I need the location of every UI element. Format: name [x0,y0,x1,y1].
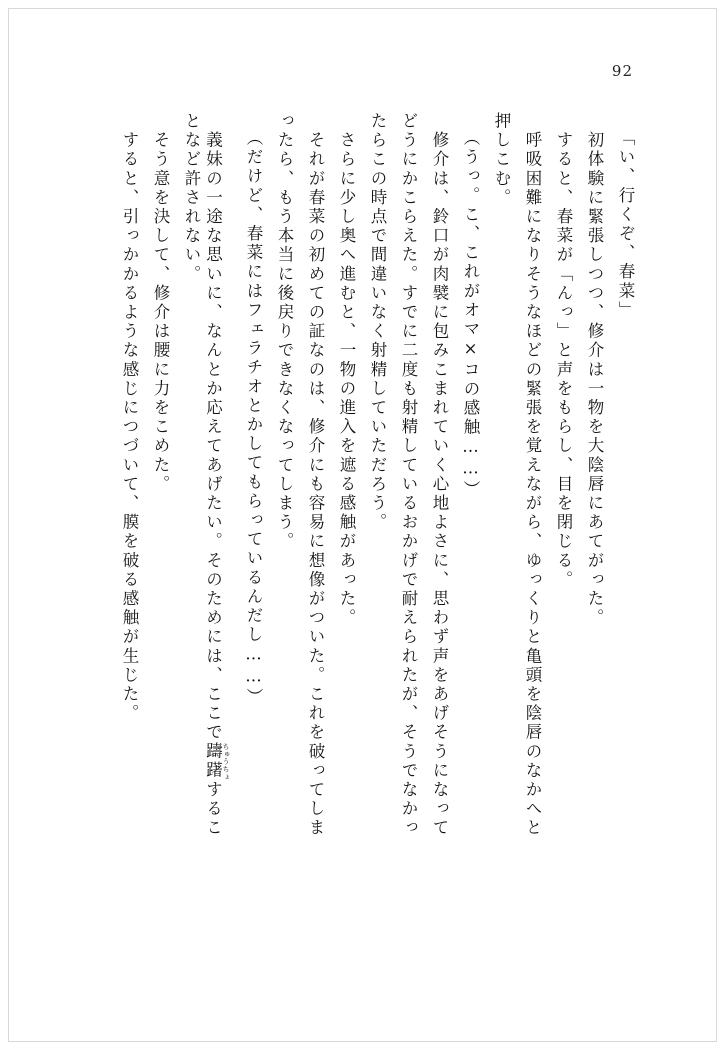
text-line: 「い、行くぞ、春菜」 [616,129,635,320]
text-line: （うっ。こ、これがオマ×コの感触……） [461,129,480,500]
text-line: すると、引っかかるような感じにつづいて、膜を破る感触が生じた。 [120,112,139,724]
text-line: ったら、もう本当に後戻りできなくなってしまう。 [275,112,294,552]
text-line: 修介は、鈴口が肉襞に包みこまれていく心地よさに、思わず声をあげそうになって [430,112,449,838]
text-line: どうにかこらえた。すでに二度も射精しているおかげで耐えられたが、そうでなかっ [399,112,418,838]
text-line: 押しこむ。 [492,112,511,208]
body-text [60,112,633,942]
text-line: さらに少し奥へ進むと、一物の進入を遮る感触があった。 [337,112,356,628]
text-line: そう意を決して、修介は腰に力をこめた。 [151,112,170,494]
text-line: （だけど、春菜にはフェラチオとかしてもらっているんだし……） [244,129,263,707]
text-line: すると、春菜が「んっ」と声をもらし、目を閉じる。 [554,112,573,590]
text-line: 初体験に緊張しつつ、修介は一物を大陰唇にあてがった。 [585,112,604,628]
text-line: となど許されない。 [182,112,201,284]
text-line: 呼吸困難になりそうなほどの緊張を覚えながら、ゆっくりと亀頭を陰唇のなかへと [523,112,542,838]
ruby-annotation: 躊躇 ちゅうちょ [203,742,230,781]
text-line: たらこの時点で間違いなく射精していただろう。 [368,112,387,533]
page-number: 92 [611,62,633,80]
text-line: 義妹の一途な思いに、なんとか応えてあげたい。そのためには、ここで躊躇 ちゅうちょするこ [203,112,230,838]
text-line: それが春菜の初めての証なのは、修介にも容易に想像がついた。これを破ってしま [306,112,325,838]
